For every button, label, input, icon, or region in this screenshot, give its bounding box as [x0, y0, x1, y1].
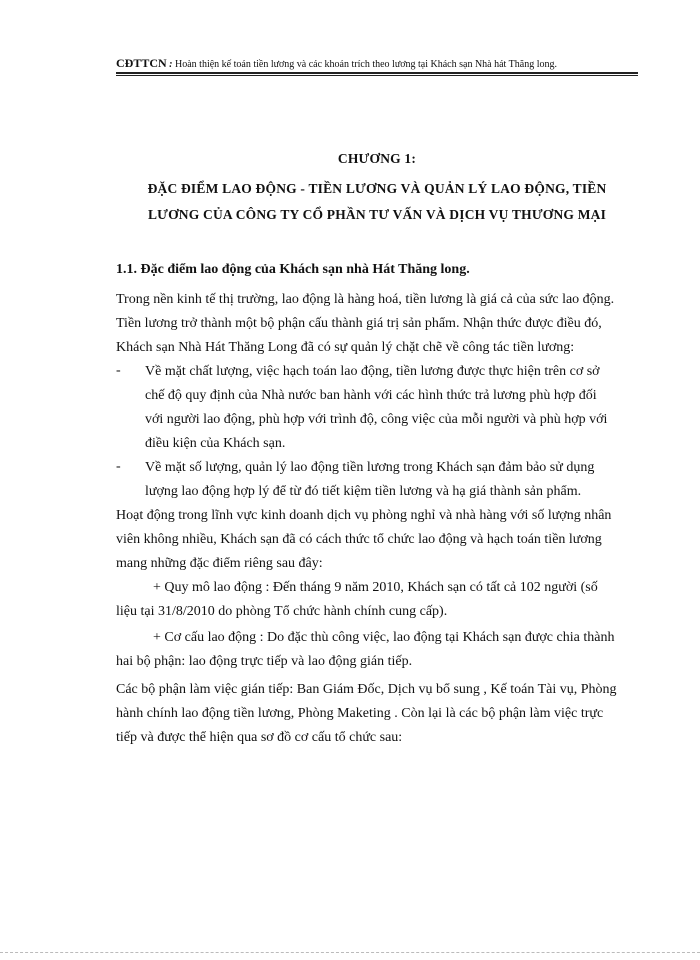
header-separator: :	[169, 59, 173, 70]
intro-line-3: Khách sạn Nhà Hát Thăng Long đã có sự quản lý chặt chẽ về công tác tiền lương:	[116, 340, 575, 355]
bullet1-line-4: điều kiện của Khách sạn.	[145, 436, 286, 451]
bullet-marker-1: -	[116, 363, 121, 378]
item2-line-2: hai bộ phận: lao động trực tiếp và lao động gián tiếp.	[116, 654, 413, 669]
header-rule	[116, 72, 638, 76]
bullet1-line-2: chế độ quy định của Nhà nước ban hành với các hình thức trả lương phù hợp đối	[145, 388, 597, 403]
page-bottom-divider	[0, 952, 700, 953]
para2-line-3: mang những đặc điểm riêng sau đây:	[116, 556, 323, 571]
item2-line-1: + Cơ cấu lao động : Do đặc thù công việc, lao động tại Khách sạn được chia thành	[153, 630, 615, 645]
bullet2-line-2: lượng lao động hợp lý để từ đó tiết kiệm tiền lương và hạ giá thành sản phẩm.	[145, 484, 582, 499]
page-header	[116, 56, 636, 71]
bullet1-line-3: với người lao động, phù hợp với trình độ, công việc của mỗi người và phù hợp với	[145, 412, 608, 427]
para2-line-1: Hoạt động trong lĩnh vực kinh doanh dịch vụ phòng nghỉ và nhà hàng với số lượng nhân	[116, 508, 612, 523]
chapter-title-line-1: ĐẶC ĐIỂM LAO ĐỘNG - TIỀN LƯƠNG VÀ QUẢN LÝ LAO ĐỘNG, TIỀN	[147, 181, 607, 196]
header-label: CĐTTCN	[116, 56, 167, 70]
intro-line-1: Trong nền kinh tế thị trường, lao động là hàng hoá, tiền lương là giá cả của sức lao động.	[116, 292, 615, 307]
chapter-title-line-2: LƯƠNG CỦA CÔNG TY CỔ PHẦN TƯ VẤN VÀ DỊCH VỤ THƯƠNG MẠI	[147, 207, 607, 222]
para3-line-2: hành chính lao động tiền lương, Phòng Maketing . Còn lại là các bộ phận làm việc trực	[116, 706, 604, 721]
section-heading: 1.1. Đặc điểm lao động của Khách sạn nhà Hát Thăng long.	[116, 262, 470, 277]
item1-line-2: liệu tại 31/8/2010 do phòng Tổ chức hành chính cung cấp).	[116, 604, 448, 619]
chapter-number: CHƯƠNG 1:	[337, 151, 417, 166]
item1-line-1: + Quy mô lao động : Đến tháng 9 năm 2010, Khách sạn có tất cả 102 người (số	[153, 580, 598, 595]
header-title: Hoàn thiện kế toán tiền lương và các khoản trích theo lương tại Khách sạn Nhà hát Thăng long.	[175, 59, 557, 70]
bullet2-line-1: Về mặt số lượng, quản lý lao động tiền lương trong Khách sạn đảm bảo sử dụng	[145, 460, 595, 475]
intro-line-2: Tiền lương trở thành một bộ phận cấu thành giá trị sản phẩm. Nhận thức được điều đó,	[116, 316, 602, 331]
para3-line-3: tiếp và được thể hiện qua sơ đồ cơ cấu tổ chức sau:	[116, 730, 403, 745]
para3-line-1: Các bộ phận làm việc gián tiếp: Ban Giám Đốc, Dịch vụ bổ sung , Kế toán Tài vụ, Phòng	[116, 682, 617, 697]
bullet-marker-2: -	[116, 459, 121, 474]
bullet1-line-1: Về mặt chất lượng, việc hạch toán lao động, tiền lương được thực hiện trên cơ sở	[145, 364, 600, 379]
para2-line-2: viên không nhiều, Khách sạn đã có cách thức tổ chức lao động và hạch toán tiền lương	[116, 532, 602, 547]
